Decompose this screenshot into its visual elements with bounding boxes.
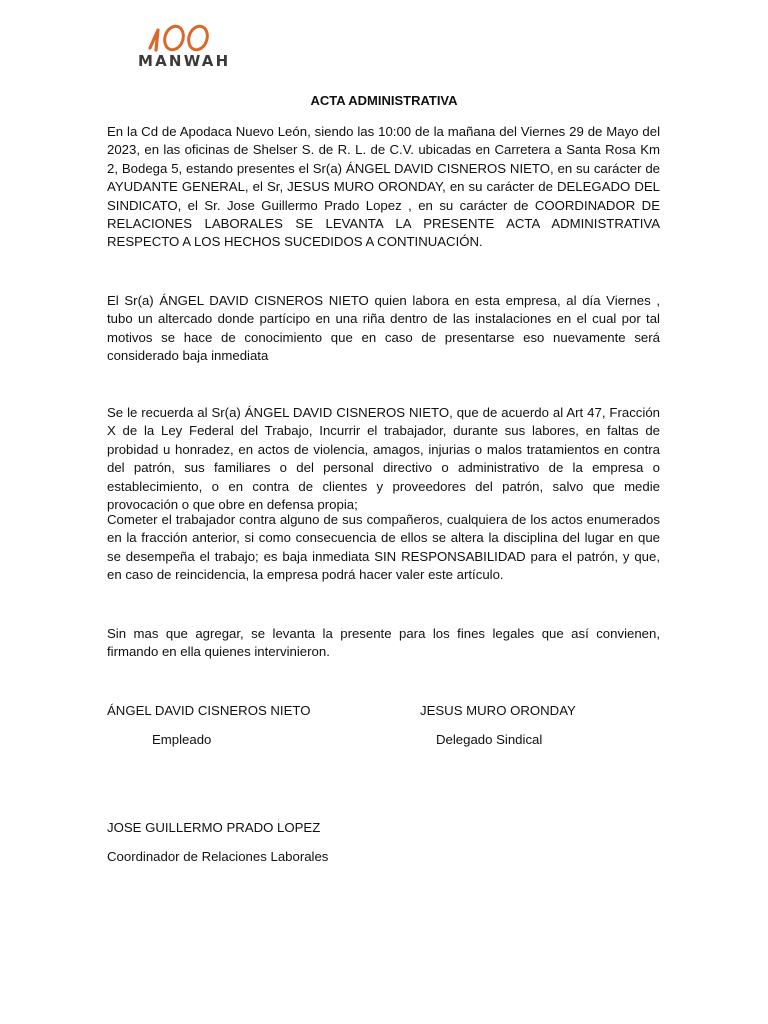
document-title: ACTA ADMINISTRATIVA xyxy=(310,93,458,108)
paragraph-incident: El Sr(a) ÁNGEL DAVID CISNEROS NIETO quien labora en esta empresa, al día Viernes , tubo un altercado donde partícipo en una riña dentro de las instalaciones en el cual por tal motivos se hace de conocimiento que en caso de presentarse eso nuevamente será considerado baja inmediata xyxy=(107,293,660,364)
paragraph-closing: Sin mas que agregar, se levanta la presente para los fines legales que así convienen, firmando en ella quienes intervinieron. xyxy=(107,626,660,660)
signature-employee-role: Empleado xyxy=(152,732,212,747)
paragraph-consequence: Cometer el trabajador contra alguno de sus compañeros, cualquiera de los actos enumerados en la fracción anterior, si como consecuencia de ellos se altera la disciplina del lugar en que se desempeña el trabajo; es baja inmediata SIN RESPONSABILIDAD para el patrón, y que, en caso de reincidencia, la empresa podrá hacer valer este artículo. xyxy=(107,512,660,583)
signature-coordinator-name: JOSE GUILLERMO PRADO LOPEZ xyxy=(107,820,321,835)
signature-delegate-role: Delegado Sindical xyxy=(436,732,543,747)
logo-wordmark: MANWAH xyxy=(138,52,231,70)
signature-delegate-name: JESUS MURO ORONDAY xyxy=(420,703,576,718)
signature-employee-name: ÁNGEL DAVID CISNEROS NIETO xyxy=(107,703,311,718)
manwah-logo xyxy=(136,18,236,84)
signature-coordinator-role: Coordinador de Relaciones Laborales xyxy=(107,849,329,864)
paragraph-opening: En la Cd de Apodaca Nuevo León, siendo las 10:00 de la mañana del Viernes 29 de Mayo del 2023, en las oficinas de Shelser S. de R. L. de C.V. ubicadas en Carretera a Santa Rosa Km 2, Bodega 5, estando presentes el Sr(a) ÁNGEL DAVID CISNEROS NIETO, en su carácter de AYUDANTE GENERAL, el Sr, JESUS MURO ORONDAY, en su carácter de DELEGADO DEL SINDICATO, el Sr. Jose Guillermo Prado Lopez , en su carácter de COORDINADOR DE RELACIONES LABORALES SE LEVANTA LA PRESENTE ACTA ADMINISTRATIVA RESPECTO A LOS HECHOS SUCEDIDOS A CONTINUACIÓN. xyxy=(107,124,660,250)
paragraph-legal-reminder: Se le recuerda al Sr(a) ÁNGEL DAVID CISNEROS NIETO, que de acuerdo al Art 47, Fracción X de la Ley Federal del Trabajo, Incurrir el trabajador, durante sus labores, en faltas de probidad u honradez, en actos de violencia, amagos, injurias o malos tratamientos en contra del patrón, sus familiares o del personal directivo o administrativo de la empresa o establecimiento, o en contra de clientes y proveedores del patrón, salvo que medie provocación o que obre en defensa propia; xyxy=(107,405,660,513)
